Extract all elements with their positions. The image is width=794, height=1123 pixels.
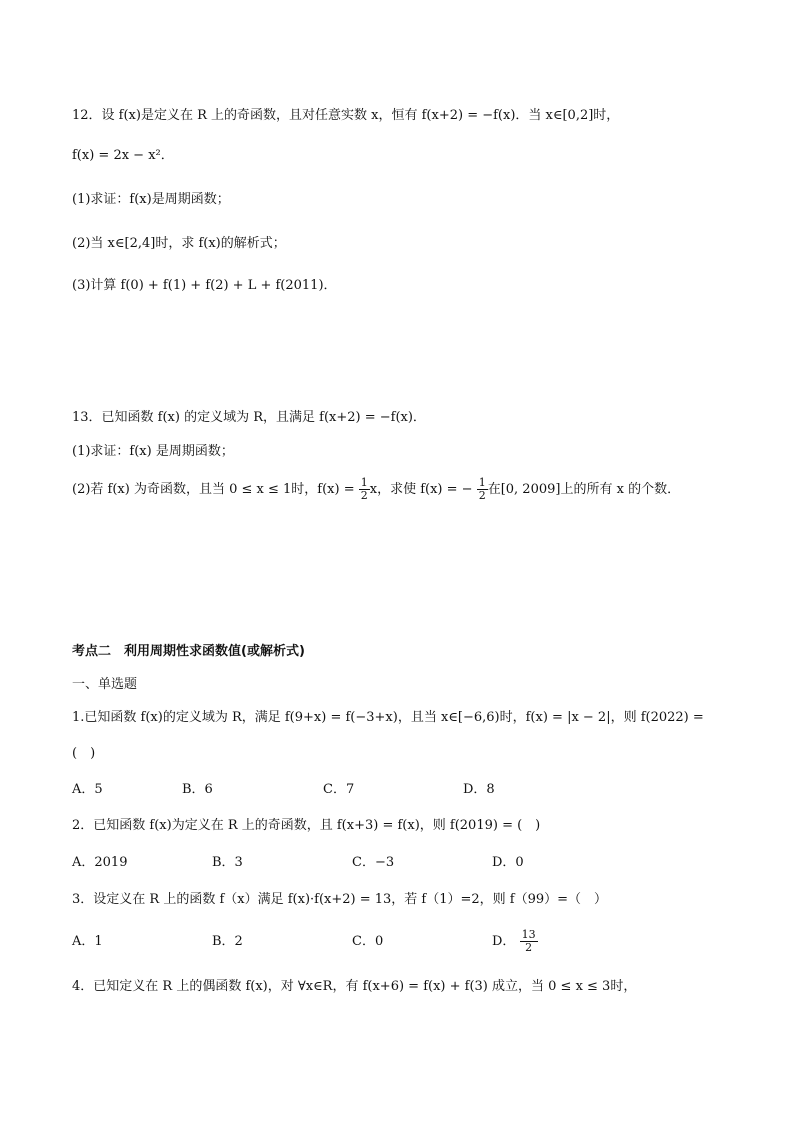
p3-fraction-denominator: 2 xyxy=(525,941,533,954)
fraction-denominator-2: 2 xyxy=(478,489,486,502)
fraction-half-2 xyxy=(477,477,488,502)
p3-option-b: B．2 xyxy=(212,934,243,949)
q12-stem-line1: 12．设 f(x)是定义在 R 上的奇函数，且对任意实数 x，恒有 f(x+2) = −f(x)．当 x∈[0,2]时， xyxy=(72,108,620,123)
q13-part2-text-c: 在[0, 2009]上的所有 x 的个数． xyxy=(487,482,681,497)
q13-part2-text-a: (2)若 f(x) 为奇函数，且当 0 ≤ x ≤ 1时，f(x) = xyxy=(72,482,355,497)
p3-option-c: C．0 xyxy=(352,934,384,949)
p3-option-d xyxy=(492,924,538,960)
q13-part1: (1)求证：f(x) 是周期函数； xyxy=(72,444,234,459)
q12-part3: (3)计算 f(0) + f(1) + f(2) + L + f(2011)． xyxy=(72,278,337,293)
q13-stem: 13．已知函数 f(x) 的定义域为 R，且满足 f(x+2) = −f(x)． xyxy=(72,410,426,425)
q12-part2: (2)当 x∈[2,4]时，求 f(x)的解析式； xyxy=(72,236,286,251)
p2-option-b: B．3 xyxy=(212,855,243,870)
p2-option-d: D．0 xyxy=(492,855,524,870)
p1-option-d: D．8 xyxy=(463,782,495,797)
q12-stem-line2: f(x) = 2x − x²． xyxy=(72,148,174,163)
p3-option-a: A．1 xyxy=(72,934,103,949)
p4-stem: 4．已知定义在 R 上的偶函数 f(x)，对 ∀x∈R，有 f(x+6) = f(x) + f(3) 成立，当 0 ≤ x ≤ 3时， xyxy=(72,979,637,994)
fraction-denominator: 2 xyxy=(360,489,368,502)
section-title: 考点二 利用周期性求函数值(或解析式) xyxy=(72,644,305,659)
p1-paren: ( ) xyxy=(72,746,96,761)
section-subtitle: 一、单选题 xyxy=(72,677,138,692)
p1-option-c: C．7 xyxy=(323,782,355,797)
p3-option-d-label: D． xyxy=(492,934,516,949)
p1-stem: 1.已知函数 f(x)的定义域为 R，满足 f(9+x) = f(−3+x)，且当 x∈[−6,6)时，f(x) = |x − 2|，则 f(2022) = xyxy=(72,710,704,725)
p2-stem: 2．已知函数 f(x)为定义在 R 上的奇函数，且 f(x+3) = f(x)，则 f(2019) = ( ) xyxy=(72,818,541,833)
fraction-numerator-2: 1 xyxy=(478,476,486,489)
p1-option-b: B．6 xyxy=(182,782,213,797)
q12-part1: (1)求证：f(x)是周期函数； xyxy=(72,192,230,207)
p3-stem: 3．设定义在 R 上的函数 f（x）满足 f(x)·f(x+2) = 13，若 f（1）=2，则 f（99）=（ ） xyxy=(72,892,608,907)
fraction-half xyxy=(359,477,370,502)
q13-part2-text-b: x，求使 f(x) = − xyxy=(369,482,473,497)
p1-option-a: A．5 xyxy=(72,782,103,797)
p2-option-c: C．−3 xyxy=(352,855,395,870)
p3-fraction-numerator: 13 xyxy=(521,928,536,941)
fraction-numerator: 1 xyxy=(360,476,368,489)
p2-option-a: A．2019 xyxy=(72,855,128,870)
p3-option-d-fraction xyxy=(520,929,538,954)
q13-part2 xyxy=(72,472,732,508)
